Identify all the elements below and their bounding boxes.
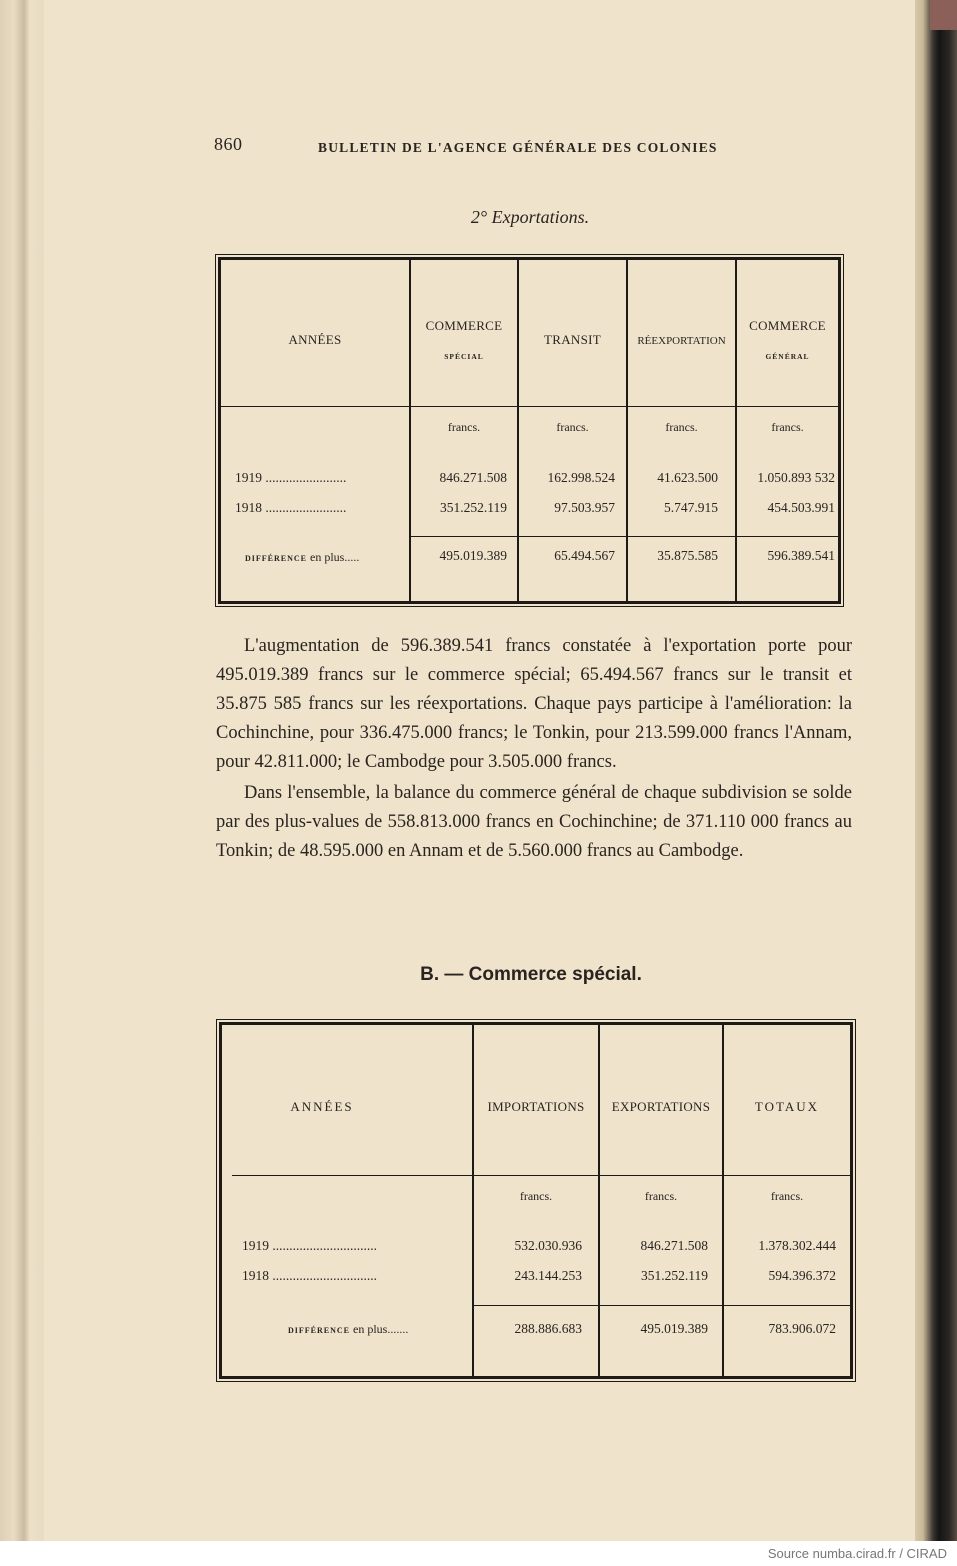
difference-cell: 495.019.389 bbox=[640, 1321, 708, 1336]
difference-cell: 596.389.541 bbox=[767, 548, 835, 563]
body-text bbox=[216, 632, 852, 866]
exportations-table bbox=[218, 257, 841, 604]
table-cell: 532.030.936 bbox=[514, 1238, 582, 1253]
header-commerce-special: COMMERCE bbox=[425, 318, 503, 333]
row-year-1918: 1918 ............................... bbox=[242, 1268, 377, 1283]
header-commerce-general: COMMERCE bbox=[749, 318, 826, 333]
section-title-commerce-special: B. — Commerce spécial. bbox=[420, 964, 642, 985]
difference-cell: 35.875.585 bbox=[657, 548, 718, 563]
row-year-1918: 1918 ........................ bbox=[235, 500, 347, 515]
header-commerce-special-sub: SPÉCIAL bbox=[444, 352, 484, 361]
unit-label: francs. bbox=[519, 1189, 553, 1203]
table-cell: 594.396.372 bbox=[768, 1268, 836, 1283]
header-importations: IMPORTATIONS bbox=[487, 1099, 585, 1114]
difference-label: DIFFÉRENCE en plus....... bbox=[288, 1322, 409, 1336]
paragraph: Dans l'ensemble, la balance du commerce général de chaque subdivision se solde par des plus-values de 558.813.000 francs en Cochinchine; de 371.110 000 francs au Tonkin; de 48.595.000 en Annam et de 5.560.000 francs au Cambodge. bbox=[216, 783, 852, 861]
source-credit: Source numba.cirad.fr / CIRAD bbox=[767, 1546, 947, 1561]
header-annees: ANNÉES bbox=[288, 332, 342, 347]
table-cell: 351.252.119 bbox=[440, 500, 507, 515]
row-year-1919: 1919 ........................ bbox=[235, 470, 347, 485]
row-year-1919: 1919 ............................... bbox=[242, 1238, 377, 1253]
header-totaux: TOTAUX bbox=[754, 1099, 820, 1114]
paragraph: L'augmentation de 596.389.541 francs constatée à l'exportation porte pour 495.019.389 francs sur le commerce spécial; 65.494.567 francs sur le transit et 35.875 585 francs sur les réexportations. Chaque pays participe à l'amélioration: la Cochinchine, pour 336.475.000 francs; le Tonkin, pour 213.599.000 francs l'Annam, pour 42.811.000; le Cambodge pour 3.505.000 francs. bbox=[216, 636, 852, 772]
book-edge-right bbox=[915, 0, 957, 1541]
table-cell: 846.271.508 bbox=[439, 470, 507, 485]
book-cover-corner bbox=[930, 0, 957, 30]
unit-label: francs. bbox=[644, 1189, 678, 1203]
header-transit: TRANSIT bbox=[544, 332, 601, 347]
difference-cell: 783.906.072 bbox=[768, 1321, 836, 1336]
unit-label: francs. bbox=[447, 420, 481, 434]
header-commerce-general-sub: GÉNÉRAL bbox=[765, 352, 810, 361]
difference-cell: 495.019.389 bbox=[439, 548, 507, 563]
table-cell: 1.378.302.444 bbox=[758, 1238, 836, 1253]
unit-label: francs. bbox=[665, 420, 698, 434]
page-number: 860 bbox=[214, 134, 243, 154]
commerce-special-table bbox=[219, 1022, 853, 1379]
table-cell: 162.998.524 bbox=[547, 470, 615, 485]
running-head: BULLETIN DE L'AGENCE GÉNÉRALE DES COLONIES bbox=[318, 140, 718, 155]
table-cell: 846.271.508 bbox=[640, 1238, 708, 1253]
table-cell: 5.747.915 bbox=[664, 500, 718, 515]
header-reexportation: RÉEXPORTATION bbox=[637, 335, 726, 347]
table-cell: 243.144.253 bbox=[514, 1268, 582, 1283]
table-cell: 97.503.957 bbox=[554, 500, 615, 515]
unit-label: francs. bbox=[770, 1189, 804, 1203]
page-gutter-left bbox=[0, 0, 44, 1541]
table-cell: 1.050.893 532 bbox=[757, 470, 835, 485]
unit-label: francs. bbox=[771, 420, 804, 434]
table-cell: 41.623.500 bbox=[657, 470, 718, 485]
section-title-exportations: 2° Exportations. bbox=[470, 207, 590, 227]
table-cell: 351.252.119 bbox=[641, 1268, 708, 1283]
difference-cell: 288.886.683 bbox=[514, 1321, 582, 1336]
difference-label: DIFFÉRENCE en plus..... bbox=[245, 550, 360, 564]
difference-cell: 65.494.567 bbox=[554, 548, 615, 563]
header-exportations: EXPORTATIONS bbox=[611, 1099, 711, 1114]
header-annees: ANNÉES bbox=[290, 1099, 354, 1114]
unit-label: francs. bbox=[556, 420, 589, 434]
table-cell: 454.503.991 bbox=[767, 500, 835, 515]
